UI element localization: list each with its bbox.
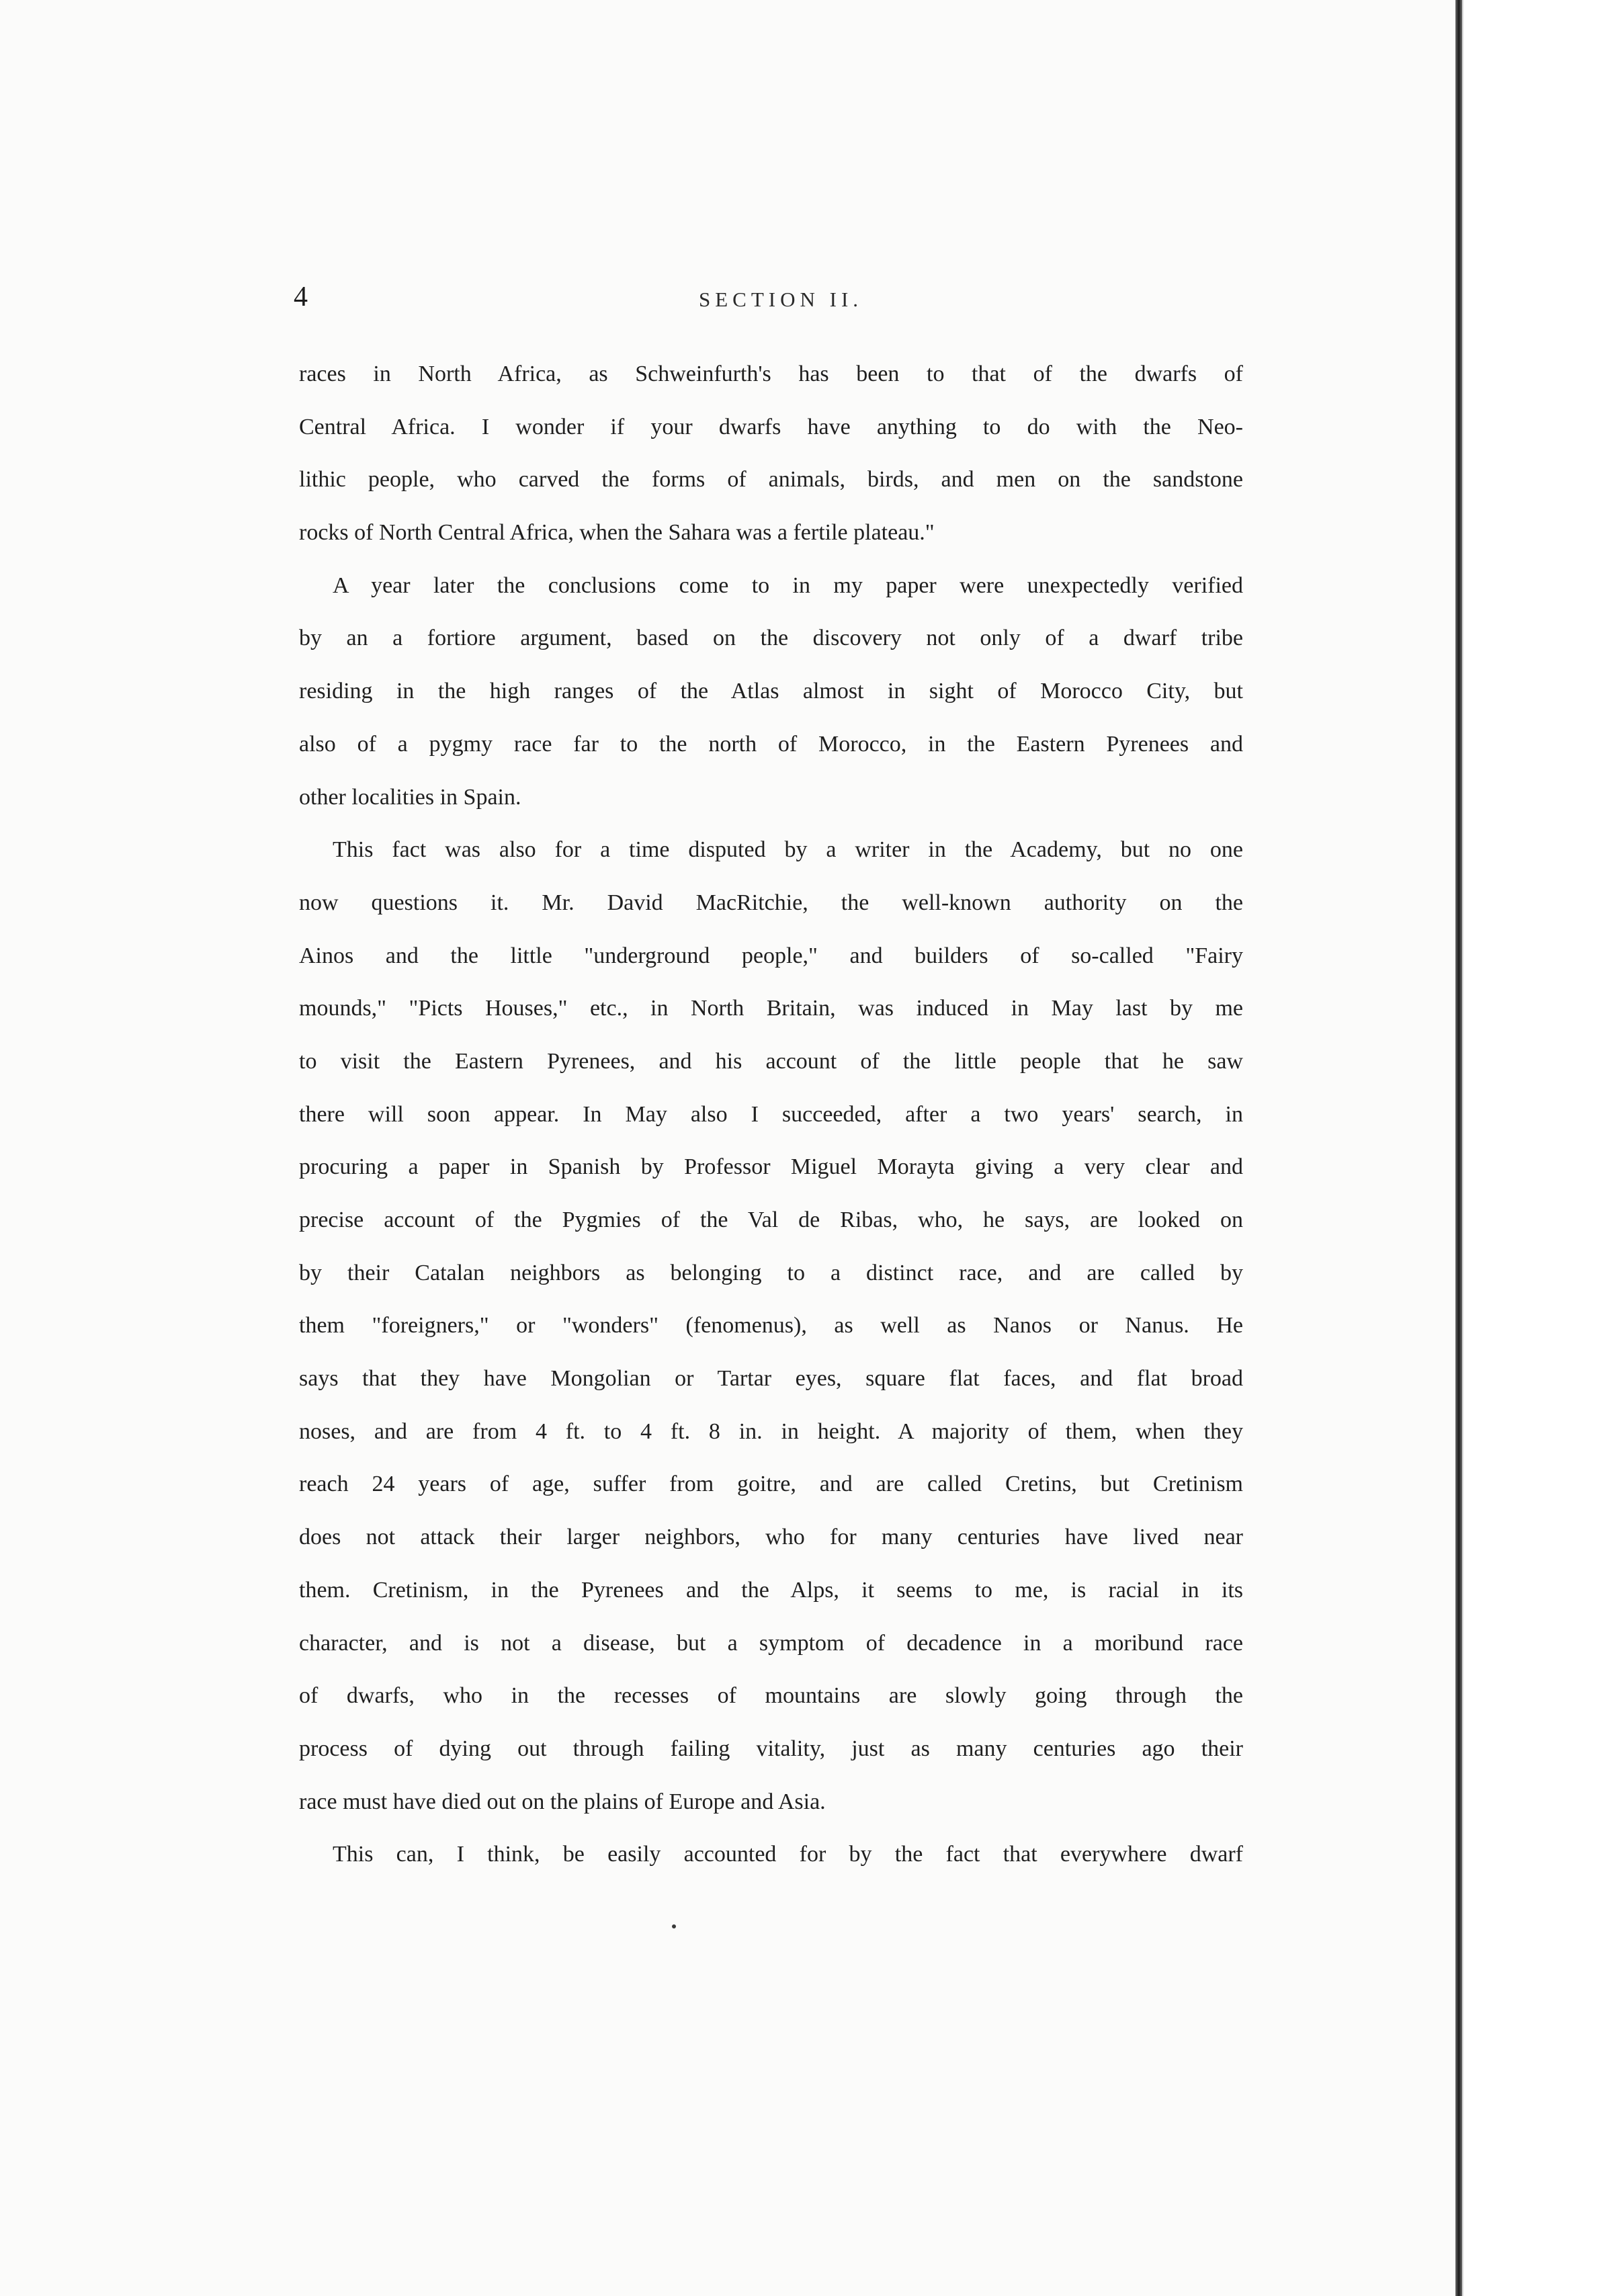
text-line: Ainos and the little "underground people," and builders of so-called "Fairy <box>299 943 1243 968</box>
text-line: races in North Africa, as Schweinfurth's has been to that of the dwarfs of <box>299 362 1243 386</box>
text-line: other localities in Spain. <box>299 784 521 810</box>
text-line: precise account of the Pygmies of the Val de Ribas, who, he says, are looked on <box>299 1207 1243 1232</box>
body-text <box>299 348 1243 1881</box>
text-line: reach 24 years of age, suffer from goitre, and are called Cretins, but Cretinism <box>299 1472 1243 1497</box>
text-line: A year later the conclusions come to in my paper were unexpectedly verified <box>333 572 1243 598</box>
text-line: them "foreigners," or "wonders" (fenomenus), as well as Nanos or Nanus. He <box>299 1313 1243 1338</box>
text-line: character, and is not a disease, but a symptom of decadence in a moribund race <box>299 1630 1243 1656</box>
text-line: does not attack their larger neighbors, who for many centuries have lived near <box>299 1525 1243 1550</box>
text-line: noses, and are from 4 ft. to 4 ft. 8 in. in height. A majority of them, when they <box>299 1418 1243 1444</box>
text-line: process of dying out through failing vitality, just as many centuries ago their <box>299 1736 1243 1761</box>
book-spine-shadow <box>1455 0 1462 2296</box>
page-number: 4 <box>294 282 308 312</box>
text-line: by an a fortiore argument, based on the discovery not only of a dwarf tribe <box>299 626 1243 651</box>
text-line: This fact was also for a time disputed by a writer in the Academy, but no one <box>333 837 1243 863</box>
text-line: says that they have Mongolian or Tartar eyes, square flat faces, and flat broad <box>299 1366 1243 1392</box>
text-line: residing in the high ranges of the Atlas almost in sight of Morocco City, but <box>299 679 1243 704</box>
text-line: Central Africa. I wonder if your dwarfs have anything to do with the Neo- <box>299 414 1243 439</box>
text-line: procuring a paper in Spanish by Professor Miguel Morayta giving a very clear and <box>299 1154 1243 1180</box>
text-line: rocks of North Central Africa, when the Sahara was a fertile plateau." <box>299 520 935 546</box>
running-head: SECTION II. <box>699 288 863 311</box>
text-line: lithic people, who carved the forms of animals, birds, and men on the sandstone <box>299 467 1243 493</box>
text-line: them. Cretinism, in the Pyrenees and the Alps, it seems to me, is racial in its <box>299 1577 1243 1603</box>
text-line: also of a pygmy race far to the north of Morocco, in the Eastern Pyrenees and <box>299 731 1243 757</box>
text-line: of dwarfs, who in the recesses of mountains are slowly going through the <box>299 1683 1243 1709</box>
text-line: by their Catalan neighbors as belonging to a distinct race, and are called by <box>299 1260 1243 1285</box>
text-line: This can, I think, be easily accounted for by the fact that everywhere dwarf <box>333 1842 1243 1867</box>
text-line: mounds," "Picts Houses," etc., in North Britain, was induced in May last by me <box>299 996 1243 1021</box>
ink-speck <box>672 1924 676 1928</box>
text-line: now questions it. Mr. David MacRitchie, the well-known authority on the <box>299 890 1243 915</box>
facing-page-edge <box>1462 0 1616 2296</box>
text-line: race must have died out on the plains of Europe and Asia. <box>299 1789 826 1814</box>
text-line: to visit the Eastern Pyrenees, and his account of the little people that he saw <box>299 1048 1243 1074</box>
text-line: there will soon appear. In May also I succeeded, after a two years' search, in <box>299 1101 1243 1127</box>
